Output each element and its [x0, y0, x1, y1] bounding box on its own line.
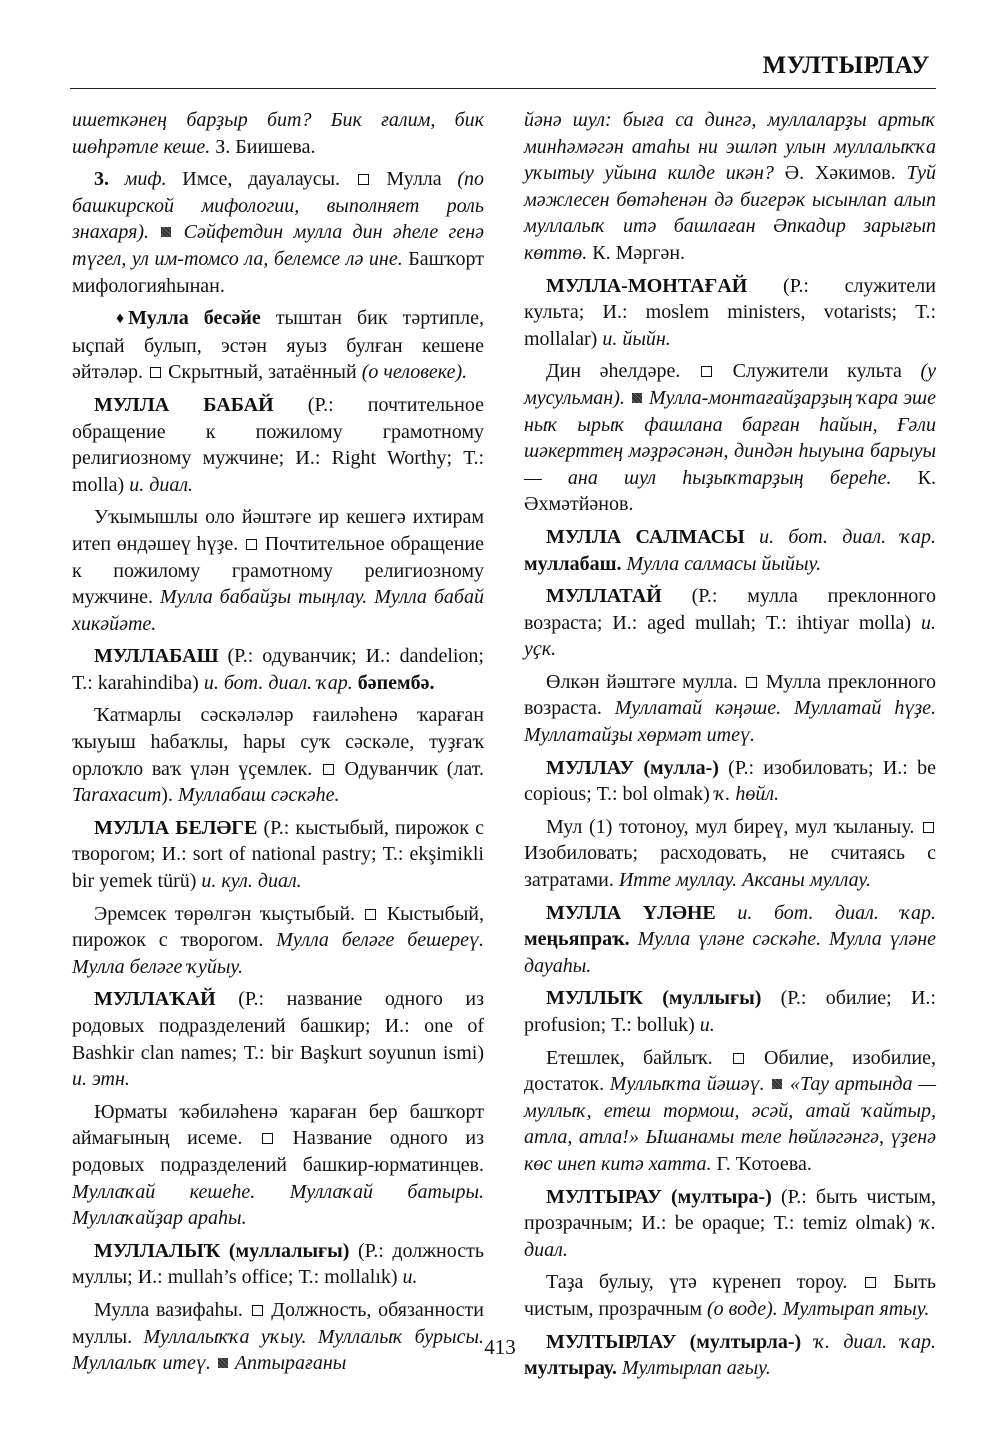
translation-note: (у мусульман).: [524, 360, 936, 409]
entry-def: [72, 901, 484, 981]
diamond-icon: ♦: [116, 310, 125, 328]
example: Мулла-монтағайҙарҙың ҡара эше ныҡ ырыҡ фашлана барған һайын, Ғәли шәкерттең мәҙрәсәнән, диндән һыуына барыуы — ана шул һыҙыҡтарҙың береһе.: [524, 386, 936, 489]
translation: Кыстыбый, пирожок с творогом.: [72, 902, 484, 952]
entry-head: [72, 392, 484, 498]
grammar: и. йыйн.: [597, 327, 671, 350]
grammar: и. кул. диал.: [196, 870, 302, 893]
translation: Мулла преклонного возраста.: [524, 670, 937, 720]
translation: Обилие, изобилие, достаток.: [524, 1046, 937, 1096]
entry-head: [72, 986, 484, 1092]
label: миф.: [109, 168, 167, 191]
translation: Одуванчик (лат.: [344, 757, 484, 780]
square-icon: [323, 764, 334, 775]
equivalents: (Р.: почтительное обращение к пожилому грамотному религиозному мужчине; И.: Right Worthy; Т.: molla): [72, 393, 485, 496]
idiom-headword: Мулла бесәйе: [128, 307, 261, 330]
square-icon: [923, 822, 934, 833]
equivalents: (Р.: одуванчик; И.: dandelion; Т.: karahindiba): [72, 645, 484, 694]
entry-head: [524, 985, 936, 1038]
entry-head: [72, 1238, 484, 1291]
cross-reference: меңьяпраҡ.: [524, 928, 630, 951]
headword: МУЛЛА САЛМАСЫ: [546, 525, 745, 548]
idiom: [72, 305, 484, 386]
translation: Быть чистым, прозрачным: [524, 1271, 937, 1320]
example: Мулла үләне сәскәһе. Мулла үләне дауаһы.: [524, 928, 936, 977]
definition: Мулла вазифаһы.: [94, 1298, 250, 1321]
example: Мулла беләге бешереү. Мулла беләге ҡуйыу.: [72, 929, 484, 978]
example: Мулла салмасы йыйыу.: [621, 552, 822, 575]
square-icon: [746, 677, 757, 688]
translation: Почтительное обращение к пожилому грамотному религиозному мужчине.: [72, 532, 484, 609]
example: Муллалыҡҡа уҡыу. Муллалыҡ бурысы. Муллалыҡ итеү.: [72, 1325, 484, 1375]
definition: Етешлек, байлыҡ.: [546, 1046, 731, 1069]
headword: МУЛЛА ҮЛӘНЕ: [546, 901, 716, 924]
source: К. Әхмәтйәнов.: [524, 466, 936, 516]
grammar: и. бот. диал. ҡар.: [198, 671, 353, 694]
entry-head: [524, 273, 936, 353]
equivalents: (Р.: быть чистым, прозрачным; И.: be opaque; Т.: temiz olmak): [524, 1185, 936, 1235]
translation: Скрытный, затаённый: [168, 361, 357, 384]
square-icon: [701, 366, 712, 377]
filled-square-icon: [632, 393, 642, 403]
cross-reference: мултырау.: [524, 1357, 617, 1380]
grammar: и. бот. диал. ҡар.: [744, 525, 936, 548]
entry-head: [524, 900, 936, 980]
equivalents: (Р.: название одного из родовых подразделений башкир; И.: one of Bashkir clan names; Т.: bir Başkurt soyunun ismi): [72, 988, 484, 1064]
grammar: ҡ. һөйл.: [709, 783, 780, 806]
definition: Ҡатмарлы сәскәләләр ғаиләһенә ҡараған ҡыуыш һабаҡлы, һары суҡ сәскәле, туҙғаҡ орлоҡло ваҡ үлән үҫемлек.: [72, 704, 484, 780]
entry-head: [72, 815, 484, 895]
definition: Өлкән йәштәге мулла.: [546, 670, 745, 693]
example: йәнә шул: быға са дингә, муллаларҙы артыҡ минһәмәгән атаһы ни эшләп улын муллалыҡҡа уҡытыу уйына килде икән?: [524, 109, 936, 185]
definition: Имсе, дауалаусы.: [166, 168, 356, 191]
equivalents: (Р.: мулла преклонного возраста; И.: aged mullah; Т.: ihtiyar molla): [524, 585, 936, 634]
example: Мултырлап ағыу.: [616, 1357, 771, 1380]
entry-continuation: [524, 107, 936, 267]
entry-def: [524, 814, 936, 894]
headword: МУЛЛА БЕЛӘГЕ: [94, 816, 258, 839]
equivalents: (Р.: кыстыбый, пирожок с творогом; И.: sort of national pastry; Т.: ekşimikli bir yemek türü): [72, 816, 484, 893]
example: ишеткәнең барҙыр бит? Бик ғалим, бик шөһрәтле кеше.: [72, 109, 484, 158]
example: Муллыҡта йәшәү.: [604, 1073, 765, 1096]
entry-head: [524, 1184, 936, 1264]
entry-def: [72, 702, 484, 808]
right-column: [524, 107, 936, 1388]
example: «Тау артында — муллыҡ, етеш тормош, әсәй, атай ҡайтыр, атла, атла!» Ышанамы теле һөйләгәнгә, үҙенә көс инеп китә хатта.: [524, 1073, 937, 1175]
square-icon: [252, 1305, 263, 1316]
example: Туй мәжлесен бөтәһенән дә бигерәк ысынлап алып муллалыҡ итә башлаған Әпкадир зарығып көттө.: [524, 162, 936, 264]
square-icon: [358, 174, 369, 185]
grammar: и. этн.: [72, 1068, 130, 1091]
equivalents: (Р.: служители культа; И.: moslem ministers, votarists; Т.: mollalar): [524, 274, 936, 350]
example: Муллабаш сәскәһе.: [172, 784, 340, 807]
cross-reference: бәпембә.: [352, 671, 435, 694]
running-head: МУЛТЫРЛАУ: [762, 52, 930, 79]
definition: Юрматы ҡәбиләһенә ҡараған бер башҡорт аймағының исеме.: [72, 1100, 484, 1150]
entry-def: [72, 504, 484, 637]
entry-head: [524, 755, 936, 808]
equivalents: (Р.: должность муллы; И.: mullah’s office; Т.: mollalık): [72, 1239, 484, 1289]
entry-head: [524, 524, 936, 577]
translation-note: (по башкирской мифологии, выполняет роль знахаря).: [72, 168, 484, 244]
definition: Мул (1) тотоноу, мул биреү, мул ҡыланыу.: [546, 815, 921, 838]
example: Аптырағаны: [229, 1352, 347, 1375]
headword: МУЛЛА БАБАЙ: [94, 393, 274, 416]
filled-square-icon: [772, 1079, 782, 1089]
example: Мултырап ятыу.: [777, 1297, 930, 1320]
sense-3: [72, 166, 484, 299]
left-column: [72, 107, 484, 1383]
definition: Таҙа булыу, үтә күренеп тороу.: [546, 1271, 863, 1294]
headword: МУЛЛАТАЙ: [546, 585, 662, 608]
translation: ).: [161, 784, 173, 807]
square-icon: [246, 539, 257, 550]
definition: Уҡымышлы оло йәштәге ир кешегә ихтирам итеп өндәшеү һүҙе.: [72, 506, 484, 555]
grammar: и. диал.: [124, 473, 194, 496]
filled-square-icon: [161, 227, 171, 237]
sense-number: 3.: [94, 168, 109, 191]
page-number: 413: [484, 1335, 516, 1359]
translation: Изобиловать; расходовать, не считаясь с затратами.: [524, 842, 936, 892]
square-icon: [150, 367, 161, 378]
cross-reference: муллабаш.: [524, 552, 622, 575]
headword: МУЛЛАУ (мулла-): [546, 756, 719, 779]
translation: Мулла: [386, 168, 442, 191]
grammar: и. уҫк.: [524, 611, 937, 661]
headword: МУЛЛА-МОНТАҒАЙ: [546, 274, 748, 297]
example: Мулла бабайҙы тыңлау. Мулла бабай хикәйәте.: [72, 586, 484, 635]
translation-note: (о воде).: [702, 1297, 778, 1320]
entry-def: [72, 1099, 484, 1232]
example: Муллаҡай кешеһе. Муллаҡай батыры. Муллаҡайҙар араһы.: [72, 1180, 484, 1230]
square-icon: [865, 1277, 876, 1288]
example: Сәйфетдин мулла дин әһеле генә түгел, ул им-томсо ла, белемсе лә ине.: [72, 221, 485, 270]
header-rule: [70, 88, 936, 89]
square-icon: [733, 1053, 744, 1064]
grammar: и.: [397, 1266, 418, 1289]
equivalents: (Р.: изобиловать; И.: be copious; Т.: bol olmak): [524, 756, 936, 806]
entry-def: [524, 669, 936, 749]
source: З. Биишева.: [210, 135, 316, 158]
square-icon: [365, 909, 376, 920]
entry-head: [72, 643, 484, 696]
example: Муллатай кәңәше. Муллатай һүҙе. Муллатайҙы хөрмәт итеү.: [524, 697, 936, 747]
headword: МУЛЛАҠАЙ: [94, 988, 216, 1011]
headword: МУЛЛАЛЫҠ (муллалығы): [94, 1239, 350, 1262]
source: Башҡорт мифологияһынан.: [72, 247, 485, 297]
grammar: и.: [694, 1014, 715, 1036]
headword: МУЛТЫРАУ (мултыра-): [546, 1185, 772, 1208]
definition: Дин әһелдәре.: [546, 360, 699, 383]
definition: Эремсек төрөлгән ҡыҫтыбый.: [94, 902, 364, 925]
entry-continuation: [72, 107, 484, 160]
equivalents: (Р.: обилие; И.: profusion; Т.: bolluk): [524, 987, 936, 1036]
translation: Должность, обязанности муллы.: [72, 1298, 484, 1348]
entry-def: [524, 358, 936, 518]
translation-note: (о человеке).: [356, 361, 468, 384]
square-icon: [262, 1133, 273, 1144]
translation: Название одного из родовых подразделений башкир-юрматинцев.: [72, 1127, 484, 1176]
source: Ә. Хәкимов.: [773, 162, 896, 185]
entry-def: [524, 1269, 936, 1322]
headword: МУЛТЫРЛАУ (мултырла-): [546, 1330, 802, 1353]
entry-def: [524, 1045, 936, 1178]
grammar: ҡ. диал. ҡар.: [801, 1330, 936, 1353]
grammar: и. бот. диал. ҡар.: [715, 901, 936, 924]
headword: МУЛЛЫҠ (муллығы): [546, 987, 762, 1010]
source: К. Мәргән.: [587, 241, 686, 264]
entry-head: [524, 583, 936, 663]
translation: Служители культа: [732, 360, 902, 383]
source: Г. Ҡотоева.: [711, 1152, 812, 1175]
example: Итте муллау. Аксаны муллау.: [613, 869, 871, 892]
grammar: ҡ. диал.: [524, 1212, 937, 1261]
headword: МУЛЛАБАШ: [94, 645, 219, 668]
latin-name: Taraxacum: [72, 784, 162, 807]
definition: тыштан бик тәртипле, ыҫпай булып, эстән яуыз булған кешене әйтәләр.: [72, 307, 484, 384]
